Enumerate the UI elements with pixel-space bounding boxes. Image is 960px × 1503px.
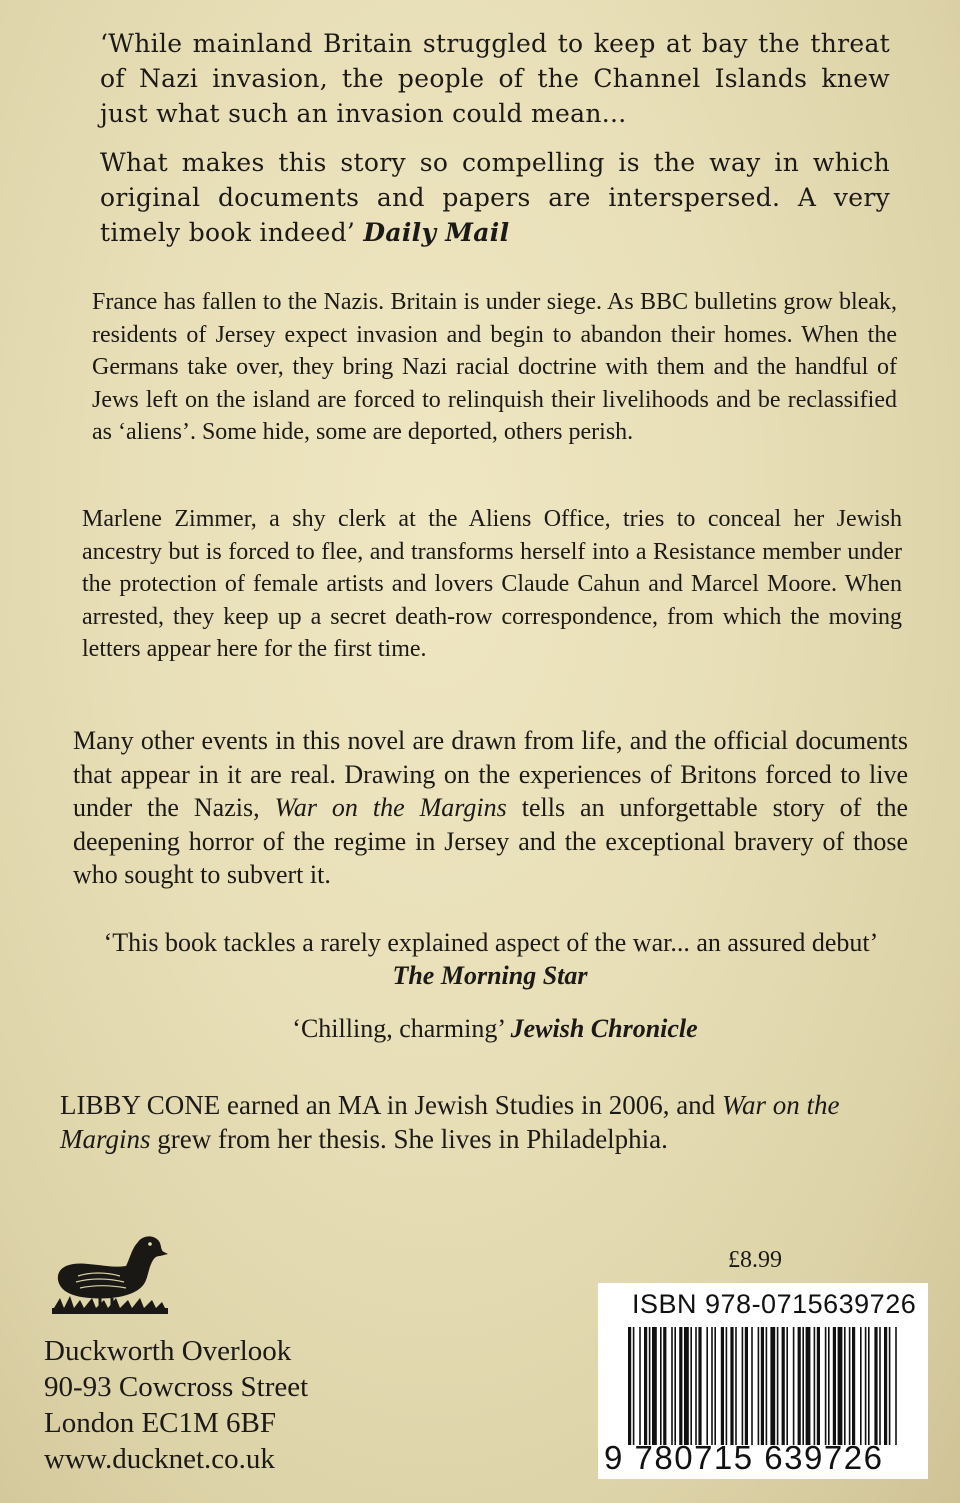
barcode-bar (639, 1327, 641, 1445)
barcode-bar (884, 1327, 887, 1445)
quote-source: Daily Mail (363, 218, 510, 247)
barcode-bar (735, 1327, 737, 1445)
barcode-bar (758, 1327, 760, 1445)
quote-text: ‘Chilling, charming’ (292, 1014, 505, 1043)
blurb-paragraph-2: Marlene Zimmer, a shy clerk at the Aliens Office, tries to conceal her Jewish ancestry but is forced to flee, and transforms herself into a Resistance member under the protection of female artists and lovers Claude Cahun and Marcel Moore. When arrested, they keep up a secret death-row correspondence, from which the moving letters appear here for the first time. (82, 506, 902, 662)
barcode-bar (793, 1327, 795, 1445)
barcode-bar (742, 1327, 744, 1445)
barcode-bar (895, 1327, 897, 1445)
barcode-bar (726, 1327, 728, 1445)
barcode-bar (879, 1327, 881, 1445)
review-quote-morning-star (95, 926, 885, 992)
barcode-bar (852, 1327, 855, 1445)
barcode-bar (868, 1327, 870, 1445)
barcode-bar (633, 1327, 635, 1445)
barcode-bar (652, 1327, 657, 1445)
barcode-bar (761, 1327, 764, 1445)
publisher-address (44, 1333, 308, 1477)
duck-icon (50, 1218, 170, 1318)
barcode-bar (663, 1327, 666, 1445)
barcode-bar (798, 1327, 801, 1445)
barcode-bar (721, 1327, 724, 1445)
blurb-paragraph-3 (73, 724, 908, 892)
quote-source: The Morning Star (392, 961, 588, 990)
barcode-bar (802, 1327, 804, 1445)
barcode-bar (782, 1327, 785, 1445)
review-quote-daily-mail-part2 (100, 145, 890, 250)
bio-text: LIBBY CONE earned an MA in Jewish Studies in 2006, and (60, 1090, 716, 1120)
barcode-bar (711, 1327, 713, 1445)
book-title: War on the Margins (60, 1090, 840, 1154)
barcode-bar (745, 1327, 748, 1445)
publisher-website: www.ducknet.co.uk (44, 1443, 275, 1475)
price-label: £8.99 (728, 1247, 782, 1273)
quote-text: ‘While mainland Britain struggled to keep at bay the threat of Nazi invasion, the people of the Channel Islands knew just what such an invasion could mean... (100, 29, 890, 128)
barcode-bar (714, 1327, 716, 1445)
barcode-bar (751, 1327, 753, 1445)
barcode-bar (874, 1327, 877, 1445)
barcode-bar (644, 1327, 647, 1445)
barcode-bar (628, 1327, 631, 1445)
review-quote-jewish-chronicle (100, 1012, 890, 1045)
barcode-bar (806, 1327, 811, 1445)
barcode-panel (598, 1283, 928, 1479)
barcode-bar (786, 1327, 788, 1445)
barcode-bar (674, 1327, 676, 1445)
barcode-bar (814, 1327, 816, 1445)
author-bio (60, 1088, 920, 1156)
blurb-text: tells an unforgettable story of the deepening horror of the regime in Jersey and the exceptional bravery of those who sought to subvert it. (73, 793, 908, 889)
quote-text: ‘This book tackles a rarely explained aspect of the war... an assured debut’ (103, 928, 877, 957)
barcode-bar (865, 1327, 867, 1445)
barcode-bar (706, 1327, 708, 1445)
barcode-bar (695, 1327, 697, 1445)
barcode-bar (649, 1327, 651, 1445)
publisher-city: London EC1M 6BF (44, 1407, 277, 1439)
barcode-bar (844, 1327, 846, 1445)
publisher-street: 90-93 Cowcross Street (44, 1371, 309, 1403)
barcode-bar (690, 1327, 692, 1445)
book-title: War on the Margins (274, 793, 507, 822)
blurb-text: Many other events in this novel are drawn from life, and the official documents that appear in it are real. Drawing on the experiences of Britons forced to live under the Nazis, (73, 726, 908, 822)
barcode-bar (671, 1327, 673, 1445)
barcode-bar (825, 1327, 827, 1445)
barcode-bar (660, 1327, 662, 1445)
quote-text: What makes this story so compelling is the way in which original documents and papers are interspersed. A very timely book indeed’ (100, 148, 890, 247)
barcode-bar (698, 1327, 701, 1445)
barcode-digits: 9 780715 639726 (604, 1439, 884, 1476)
blurb-paragraph-1: France has fallen to the Nazis. Britain is under siege. As BBC bulletins grow bleak, residents of Jersey expect invasion and begin to abandon their homes. When the Germans take over, they bring Nazi racial doctrine with them and the handful of Jews left on the island are forced to relinquish their livelihoods and be reclassified as ‘aliens’. Some hide, some are deported, others perish. (92, 289, 897, 445)
barcode-bar (828, 1327, 830, 1445)
barcode (628, 1327, 898, 1445)
barcode-bar (833, 1327, 836, 1445)
barcode-bar (684, 1327, 689, 1445)
isbn-label: ISBN 978-0715639726 (632, 1289, 917, 1319)
barcode-bar (849, 1327, 851, 1445)
barcode-bar (860, 1327, 862, 1445)
publisher-name: Duckworth Overlook (44, 1335, 292, 1367)
barcode-bar (889, 1327, 891, 1445)
barcode-bar (679, 1327, 682, 1445)
barcode-bar (730, 1327, 733, 1445)
quote-source: Jewish Chronicle (510, 1014, 698, 1043)
bio-text: grew from her thesis. She lives in Philadelphia. (157, 1124, 668, 1154)
barcode-bar (777, 1327, 779, 1445)
barcode-bar (817, 1327, 820, 1445)
barcode-bar (766, 1327, 768, 1445)
barcode-bar (838, 1327, 843, 1445)
review-quote-daily-mail-part1 (100, 26, 890, 131)
barcode-bar (770, 1327, 775, 1445)
